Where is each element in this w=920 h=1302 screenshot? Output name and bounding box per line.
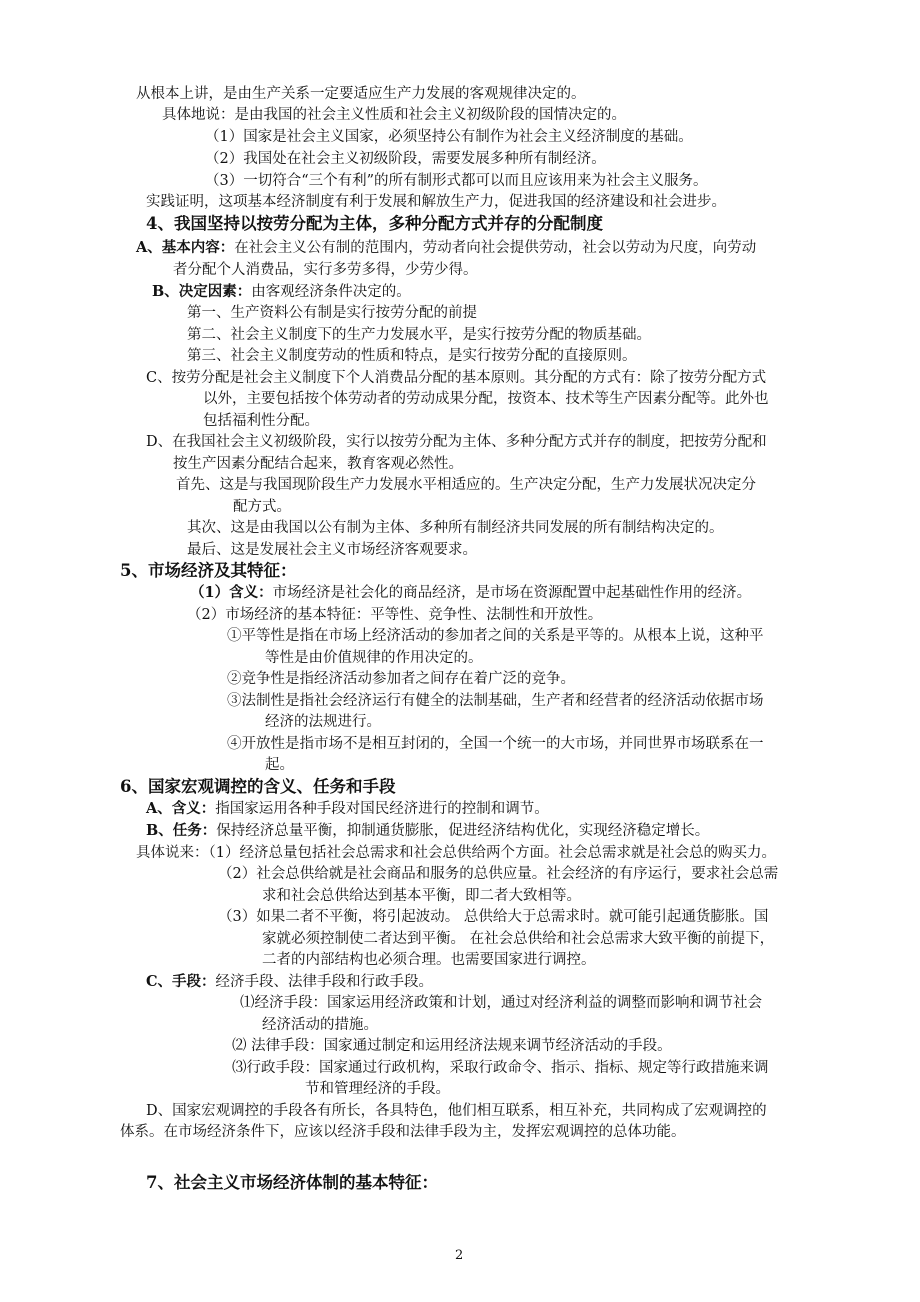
text-line: 从根本上讲，是由生产关系一定要适应生产力发展的客观规律决定的。: [136, 86, 586, 102]
text-line: [146, 799, 549, 819]
text-line: 起。: [265, 757, 294, 773]
text-line: 等性是由价值规律的作用决定的。: [265, 650, 483, 666]
label: A、基本内容：: [136, 239, 235, 256]
text: 经济手段、法律手段和行政手段。: [215, 974, 434, 990]
text-line: 其次、这是由我国以公有制为主体、多种所有制经济共同发展的所有制结构决定的。: [187, 520, 724, 536]
text: 市场经济是社会化的商品经济，是市场在资源配置中起基础性作用的经济。: [272, 585, 752, 601]
text-line: （1）国家是社会主义国家，必须坚持公有制作为社会主义经济制度的基础。: [205, 129, 693, 145]
section-heading-6: 6、国家宏观调控的含义、任务和手段: [120, 777, 396, 796]
text-line: 家就必须控制使二者达到平衡。 在社会总供给和社会总需求大致平衡的前提下，: [262, 931, 775, 947]
label: （1）含义：: [190, 584, 273, 601]
text-line: （3）如果二者不平衡，将引起波动。 总供给大于总需求时。就可能引起通货膨胀。国: [218, 909, 769, 925]
text-line: [190, 583, 751, 603]
text: 保持经济总量平衡，抑制通货膨胀，促进经济结构优化，实现经济稳定增长。: [216, 823, 710, 839]
text-line: 第三、社会主义制度劳动的性质和特点，是实行按劳分配的直接原则。: [187, 348, 637, 364]
text-line: [146, 821, 709, 841]
text-line: 经济的法规进行。: [265, 714, 381, 730]
text-line: 具体说来：（1）经济总量包括社会总需求和社会总供给两个方面。社会总需求就是社会总的购买力。: [136, 845, 776, 861]
text-line: （3）一切符合“三个有利”的所有制形式都可以而且应该用来为社会主义服务。: [205, 173, 708, 189]
text-line: 具体地说：是由我国的社会主义性质和社会主义初级阶段的国情决定的。: [162, 107, 626, 123]
text-line: C、按劳分配是社会主义制度下个人消费品分配的基本原则。其分配的方式有：除了按劳分配方式: [146, 370, 767, 386]
text-line: ⑶行政手段：国家通过行政机构，采取行政命令、指示、指标、规定等行政措施来调: [232, 1060, 769, 1076]
text-line: （2）市场经济的基本特征：平等性、竞争性、法制性和开放性。: [187, 607, 603, 623]
text-line: [146, 972, 433, 992]
page-number: 2: [455, 1248, 464, 1263]
text-line: 求和社会总供给达到基本平衡，即二者大致相等。: [262, 888, 581, 904]
text-line: 配方式。: [233, 499, 291, 515]
text-line: （2）我国处在社会主义初级阶段，需要发展多种所有制经济。: [205, 151, 606, 167]
text: 在社会主义公有制的范围内，劳动者向社会提供劳动，社会以劳动为尺度，向劳动: [234, 240, 757, 256]
text-line: D、在我国社会主义初级阶段，实行以按劳分配为主体、多种分配方式并存的制度，把按劳分配和: [146, 434, 767, 450]
text-line: 最后、这是发展社会主义市场经济客观要求。: [187, 542, 477, 558]
text-line: 包括福利性分配。: [203, 413, 319, 429]
label: B、决定因素：: [152, 283, 252, 300]
text-line: 按生产因素分配结合起来，教育客观必然性。: [173, 456, 463, 472]
text-line: 第二、社会主义制度下的生产力发展水平，是实行按劳分配的物质基础。: [187, 327, 651, 343]
text: 由客观经济条件决定的。: [251, 284, 411, 300]
text-line: 体系。在市场经济条件下，应该以经济手段和法律手段为主，发挥宏观调控的总体功能。: [120, 1124, 686, 1140]
text-line: ②竞争性是指经济活动参加者之间存在着广泛的竞争。: [227, 671, 575, 687]
label: B、任务：: [146, 822, 217, 839]
text-line: ④开放性是指市场不是相互封闭的，全国一个统一的大市场，并同世界市场联系在一: [227, 736, 764, 752]
text-line: ①平等性是指在市场上经济活动的参加者之间的关系是平等的。从根本上说，这种平: [227, 628, 764, 644]
text-line: 第一、生产资料公有制是实行按劳分配的前提: [187, 305, 477, 321]
text-line: ③法制性是指社会经济运行有健全的法制基础，生产者和经营者的经济活动依据市场: [227, 693, 764, 709]
section-heading-5: 5、市场经济及其特征：: [120, 561, 297, 580]
text-line: 实践证明，这项基本经济制度有利于发展和解放生产力，促进我国的经济建设和社会进步。: [146, 194, 726, 210]
text-line: 二者的内部结构也必须合理。也需要国家进行调控。: [262, 952, 596, 968]
section-heading-4: 4、我国坚持以按劳分配为主体，多种分配方式并存的分配制度: [146, 214, 603, 233]
text-line: 经济活动的措施。: [262, 1017, 378, 1033]
text-line: （2）社会总供给就是社会商品和服务的总供应量。社会经济的有序运行，要求社会总需: [218, 866, 779, 882]
text-line: 首先、这是与我国现阶段生产力发展水平相适应的。生产决定分配，生产力发展状况决定分: [176, 477, 756, 493]
label: A、含义：: [146, 800, 216, 817]
label: C、手段：: [146, 973, 216, 990]
text-line: ⑴经济手段：国家运用经济政策和计划，通过对经济利益的调整而影响和调节社会: [240, 995, 762, 1011]
text: 指国家运用各种手段对国民经济进行的控制和调节。: [215, 801, 549, 817]
text-line: [152, 282, 411, 302]
text-line: D、国家宏观调控的手段各有所长，各具特色，他们相互联系，相互补充，共同构成了宏观调控的: [146, 1103, 767, 1119]
text-line: 节和管理经济的手段。: [305, 1081, 450, 1097]
section-heading-7: 7、社会主义市场经济体制的基本特征：: [146, 1173, 438, 1192]
text-line: [136, 238, 756, 258]
text-line: ⑵ 法律手段：国家通过制定和运用经济法规来调节经济活动的手段。: [232, 1038, 672, 1054]
text-line: 者分配个人消费品，实行多劳多得，少劳少得。: [173, 262, 478, 278]
text-line: 以外，主要包括按个体劳动者的劳动成果分配，按资本、技术等生产因素分配等。此外也: [203, 391, 769, 407]
